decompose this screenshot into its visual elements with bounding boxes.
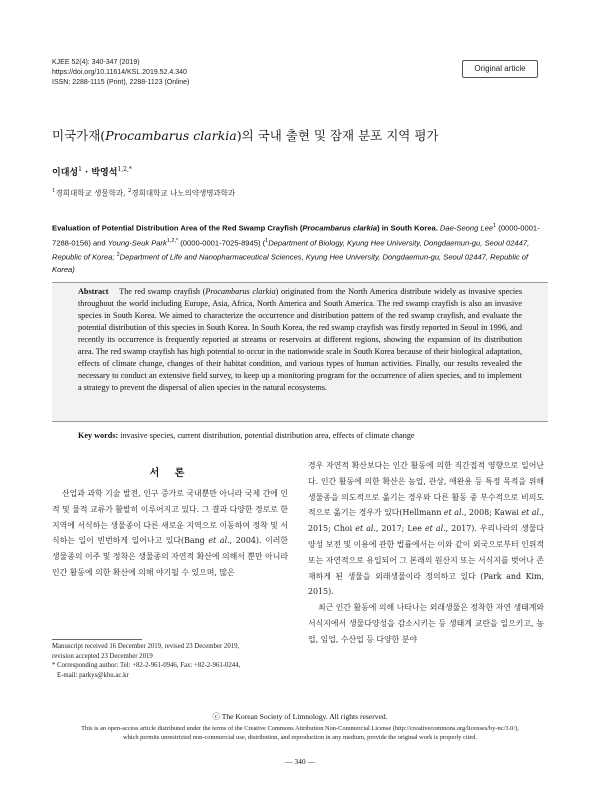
right-p1-d: ., 2017; Lee: [373, 524, 425, 534]
authors: [52, 164, 132, 179]
right-paragraph-2: 최근 인간 활동에 의해 나타나는 외래생물은 정착한 자연 생태계와 서식지에서 생물다양성을 감소시키는 등 생태계 교란을 일으키고, 농업, 임업, 수산업 등 다양한 분야: [308, 603, 544, 644]
keywords-label: Key words:: [78, 431, 119, 440]
abstract-part-1: The red swamp crayfish (: [119, 287, 206, 296]
aff1-en-sup: 1: [265, 237, 269, 244]
author-1: 이대성: [52, 168, 79, 178]
left-paragraph-1: [52, 486, 288, 581]
left-column: [52, 486, 288, 581]
license-line-1: This is an open-access article distributed under the terms of the Creative Commons Attribution Non-Commercial License (http://creativecommons.org/licenses/by-nc/3.0/),: [81, 725, 519, 732]
author1-en-sup: 1: [493, 223, 497, 229]
english-title-close: ) in South Korea.: [377, 223, 438, 233]
author2-en-sup: 1,2,*: [166, 237, 179, 244]
author1-orcid: (0000-0001-7288-0156) and: [52, 223, 540, 248]
right-p1-c: ., 2015; Choi: [308, 508, 545, 534]
author1-en: Dae-Seong Lee: [437, 223, 494, 233]
footnote-accepted: revision accepted 23 December 2019: [52, 652, 153, 660]
left-p1-b: ., 2004). 이러한 생물종의 이주 및 정착은 생물종의 자연적 확산에 의해서 뿐만 아니라 인간 활동에 의한 확산에 의해 야기될 수 있으며, 많은: [52, 536, 289, 577]
english-title-lead: Evaluation of Potential Distribution Area of the Red Swamp Crayfish (: [52, 223, 303, 233]
affil-2-sup: 2: [127, 188, 132, 194]
title-after: )의 국내 출현 및 잠재 분포 지역 평가: [236, 128, 439, 143]
author-2-sup: 1,2,*: [117, 166, 132, 173]
english-title-species: Procambarus clarkia: [302, 223, 378, 233]
affil-1: 경희대학교 생물학과,: [55, 188, 128, 198]
affil-2: 경희대학교 나노의약생명과학과: [131, 188, 236, 198]
right-p1-b: ., 2008; Kawai: [461, 508, 522, 518]
author-1-sup: 1: [78, 166, 82, 173]
korean-title: [52, 128, 552, 144]
right-etal-2: et al: [521, 508, 539, 518]
title-before: 미국가재(: [52, 128, 106, 143]
journal-doi[interactable]: https://doi.org/10.11614/KSL.2019.52.4.340: [52, 69, 187, 76]
affiliations: [52, 186, 235, 199]
journal-info: [52, 58, 189, 88]
right-column: [308, 458, 544, 648]
license-line-2: which permits unrestricted non-commercial use, distribution, and reproduction in any medium, provide the original work is properly cited.: [122, 734, 478, 741]
footnote-divider: [52, 639, 142, 640]
journal-citation: KJEE 52(4): 340-347 (2019): [52, 59, 140, 66]
license: [52, 724, 548, 742]
footnote-received: Manuscript received 16 December 2019, revised 23 December 2019,: [52, 643, 240, 650]
footnote-email[interactable]: E-mail: parkys@khu.ac.kr: [57, 671, 129, 679]
keywords-text: invasive species, current distribution, potential distribution area, effects of climate change: [118, 431, 415, 440]
author-2: 박영석: [91, 168, 118, 178]
right-paragraph-1: [308, 458, 544, 600]
author2-orcid: (0000-0001-7025-8945) (: [178, 238, 266, 248]
footnote: [52, 642, 288, 680]
copyright: ⓒ The Korean Society of Limnology. All rights reserved.: [212, 712, 388, 721]
article-type-badge: Original article: [462, 60, 538, 78]
abstract-label: Abstract: [78, 287, 109, 296]
title-species: Procambarus clarkia: [105, 128, 237, 143]
aff2-en: Department of Life and Nanopharmaceutical Sciences, Kyung Hee University, Dongdaemun-gu, Seoul 02447, Republic of Korea): [52, 252, 529, 274]
abstract-text: [78, 286, 522, 394]
right-etal-1: et al: [443, 508, 462, 518]
abstract-part-2: ) originated from the North America distribute widely as invasive species throughout the world including Europe, Asia, Africa, North America and South America. The red swamp crayfish is also an invasive species in South Korea. We aimed to characterize the occurrence and distribution pattern of the red swamp crayfish, and evaluate the potential distribution of this species in South Korea. In South Korea, the red swamp crayfish was firstly reported in Seoul in 1996, and recently its occurrence is frequently reported at streams or reservoirs at different regions, showing the expansion of its distribution area. The red swamp crayfish has high potential to occur in the nationwide scale in South Korea because of their biological adaptation, effects of climate change, changes of their habitat condition, and various types of human activities. Finally, our results revealed the necessary to conduct an extensive field survey, to keep up a monitoring program for the occurrence of alien species, and to implement a strategy to prevent the dispersal of alien species in the natural ecosystems.: [78, 287, 523, 392]
right-etal-4: et al: [424, 524, 444, 534]
journal-issn: ISSN: 2288-1115 (Print), 2288-1123 (Online): [52, 79, 190, 86]
author-separator: ·: [81, 168, 92, 178]
right-p1-e: ., 2017). 우리나라의 생물다양성 보전 및 이용에 관한 법률에서는 이와 같이 외국으로부터 인위적 또는 자연적으로 유입되어 그 본래의 원산지 또는 서식지를 벗어나 존재하게 된 생물을 외래생물이라 정의하고 있다 (Park and Kim, 2015).: [308, 524, 545, 597]
page-number: — 340 —: [285, 757, 315, 766]
aff2-en-sup: 2: [116, 252, 120, 259]
abstract-species: Procambarus clarkia: [205, 287, 276, 296]
english-title-block: [52, 220, 552, 276]
aff1-en: Department of Biology, Kyung Hee University, Dongdaemun-gu, Seoul 02447, Republic of Korea;: [52, 238, 530, 262]
section-heading-introduction: 서 론: [149, 468, 191, 479]
right-etal-3: et al: [355, 524, 374, 534]
keywords: [78, 430, 548, 442]
footnote-corresponding: * Corresponding author: Tel: +82-2-961-0946, Fax: +82-2-961-0244,: [52, 662, 241, 669]
right-p1-a: 경우 자연적 확산보다는 인간 활동에 의한 직간접적 영향으로 일어난다. 인간 활동에 의한 확산은 농업, 관상, 애완용 등 특정 목적을 위해 생물종을 의도적으로 옮기는 경우와 다른 활동 중 부수적으로 비의도적으로 옮기는 경우가 있다(Hellmann: [308, 461, 544, 518]
left-etal: et al: [208, 536, 228, 546]
left-p1-a: 산업과 과학 기술 발전, 인구 증가로 국내뿐만 아니라 국제 간에 인적 및 물적 교류가 활발히 이루어지고 있다. 그 결과 다양한 경로로 한 지역에 서식하는 생물종이 다른 새로운 지역으로 이동하여 정착 및 서식하는 일이 빈번하게 일어나고 있다(Bang: [52, 489, 289, 546]
author2-en: Young-Seuk Park: [107, 238, 167, 248]
affil-1-sup: 1: [52, 188, 56, 194]
